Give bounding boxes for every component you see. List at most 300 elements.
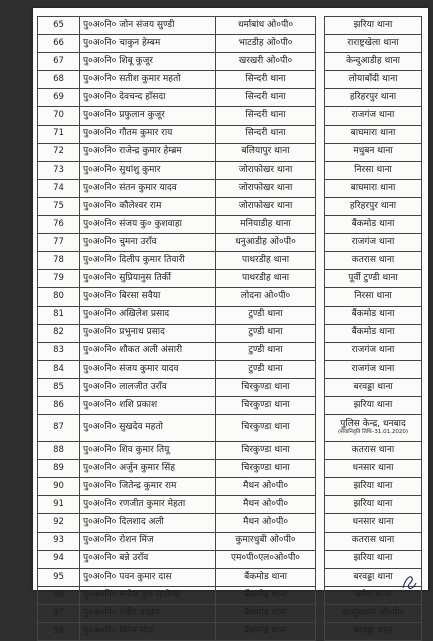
officer-name-cell — [80, 396, 216, 414]
column-gap — [316, 378, 325, 396]
current-posting-cell-text: मैथन ओ०पी० — [243, 517, 288, 528]
table-row — [38, 216, 422, 234]
serial-number-cell — [38, 35, 80, 53]
serial-number-cell-text: 80 — [53, 291, 64, 302]
column-gap — [316, 270, 325, 288]
serial-number-cell-text: 70 — [53, 110, 64, 121]
column-gap — [316, 216, 325, 234]
column-gap — [316, 568, 325, 586]
serial-number-cell — [38, 442, 80, 460]
current-posting-cell — [216, 143, 316, 161]
officer-name-cell-text: पु०अ०नि० अखिलेश प्रसाद — [83, 309, 170, 320]
officer-name-cell-text: पु०अ०नि० अर्जुन कुमार सिंह — [83, 462, 175, 473]
new-posting-cell — [325, 143, 422, 161]
serial-number-cell-text: 69 — [53, 92, 64, 103]
new-posting-cell-text: कतरास थाना — [351, 444, 395, 455]
new-posting-cell-text: लोयाबाँदी थाना — [348, 74, 398, 85]
table-row — [38, 53, 422, 71]
current-posting-cell — [216, 586, 316, 604]
serial-number-cell-text: 91 — [53, 499, 64, 510]
officer-name-cell — [80, 623, 216, 641]
table-row — [38, 252, 422, 270]
new-posting-cell — [325, 478, 422, 496]
transfer-table-body — [38, 17, 422, 641]
table-row — [38, 532, 422, 550]
new-posting-cell-text: कतरास थाना — [351, 535, 395, 546]
officer-name-cell — [80, 478, 216, 496]
officer-name-cell-text: पु०अ०नि० रंजीत वच्छप — [83, 607, 160, 618]
current-posting-cell — [216, 342, 316, 360]
current-posting-cell — [216, 179, 316, 197]
current-posting-cell-text: चिरकुण्डा थाना — [241, 422, 290, 433]
new-posting-cell — [325, 306, 422, 324]
serial-number-cell — [38, 550, 80, 568]
current-posting-cell — [216, 107, 316, 125]
new-posting-cell — [325, 324, 422, 342]
column-gap — [316, 197, 325, 215]
table-row — [38, 604, 422, 622]
officer-name-cell-text: पु०अ०नि० सुधांशु कुमार — [83, 164, 161, 175]
serial-number-cell-text: 74 — [53, 182, 64, 193]
officer-name-cell — [80, 89, 216, 107]
current-posting-cell — [216, 496, 316, 514]
officer-name-cell-text: पु०अ०नि० शशि प्रकाश — [83, 399, 158, 410]
officer-name-cell-text: पु०अ०नि० दिलशाद अली — [83, 517, 164, 528]
officer-name-cell-text: पु०अ०नि० दिलीप कुमार तिवारी — [83, 255, 185, 266]
new-posting-cell-text: केन्दुआडीह थाना — [346, 55, 400, 66]
officer-name-cell-text: पु०अ०नि० शिबू कुजूर — [83, 55, 153, 66]
serial-number-cell-text: 98 — [53, 625, 64, 636]
serial-number-cell — [38, 324, 80, 342]
new-posting-cell-text: बरवड्डा थाना — [353, 625, 393, 636]
new-posting-cell-text: कतरास थाना — [351, 255, 395, 266]
current-posting-cell — [216, 125, 316, 143]
table-row — [38, 342, 422, 360]
new-posting-cell — [325, 460, 422, 478]
column-gap — [316, 496, 325, 514]
table-row — [38, 550, 422, 568]
column-gap — [316, 71, 325, 89]
column-gap — [316, 514, 325, 532]
serial-number-cell-text: 78 — [53, 255, 64, 266]
new-posting-cell — [325, 514, 422, 532]
new-posting-cell-text: राजगंज थाना — [351, 363, 395, 374]
serial-number-cell-text: 66 — [53, 37, 64, 48]
serial-number-cell — [38, 478, 80, 496]
new-posting-cell — [325, 396, 422, 414]
column-gap — [316, 234, 325, 252]
serial-number-cell — [38, 17, 80, 35]
officer-name-cell-text: पु०अ०नि० लालजीत उराँव — [83, 381, 167, 392]
column-gap — [316, 604, 325, 622]
current-posting-cell — [216, 478, 316, 496]
column-gap — [316, 35, 325, 53]
table-row — [38, 324, 422, 342]
officer-name-cell — [80, 197, 216, 215]
table-row — [38, 125, 422, 143]
current-posting-cell — [216, 360, 316, 378]
officer-name-cell — [80, 179, 216, 197]
new-posting-cell — [325, 604, 422, 622]
column-gap — [316, 107, 325, 125]
serial-number-cell-text: 76 — [53, 218, 64, 229]
column-gap — [316, 478, 325, 496]
current-posting-cell-text: लोदना ओ०पी० — [240, 291, 291, 302]
officer-name-cell — [80, 532, 216, 550]
table-row — [38, 496, 422, 514]
officer-name-cell — [80, 270, 216, 288]
table-row — [38, 568, 422, 586]
serial-number-cell — [38, 252, 80, 270]
current-posting-cell-text: टुण्डी थाना — [248, 327, 283, 338]
new-posting-cell-text: निरसा थाना — [354, 164, 392, 175]
officer-name-cell-text: पु०अ०नि० गौतम कुमार राय — [83, 128, 173, 139]
serial-number-cell — [38, 415, 80, 442]
table-row — [38, 143, 422, 161]
current-posting-cell-text: जोराफोखर थाना — [238, 200, 293, 211]
table-row — [38, 460, 422, 478]
table-row — [38, 442, 422, 460]
officer-name-cell-text: पु०अ०नि० प्रफुलान कुजूर — [83, 110, 165, 121]
officer-name-cell-text: पु०अ०नि० बन्ने उराँव — [83, 553, 149, 564]
serial-number-cell — [38, 460, 80, 478]
officer-name-cell — [80, 496, 216, 514]
serial-number-cell — [38, 71, 80, 89]
officer-name-cell — [80, 234, 216, 252]
new-posting-cell-text: मधुबन थाना — [353, 146, 393, 157]
new-posting-cell-text: बाघमारा थाना — [350, 182, 396, 193]
serial-number-cell — [38, 161, 80, 179]
new-posting-cell-text: हरिहरपुर थाना — [349, 200, 397, 211]
column-gap — [316, 306, 325, 324]
serial-number-cell — [38, 143, 80, 161]
serial-number-cell-text: 81 — [53, 309, 64, 320]
new-posting-cell — [325, 216, 422, 234]
serial-number-cell — [38, 53, 80, 71]
table-row — [38, 35, 422, 53]
current-posting-cell-text: कुमारधुबी ओ०पी० — [235, 535, 296, 546]
column-gap — [316, 53, 325, 71]
serial-number-cell — [38, 496, 80, 514]
new-posting-cell-text: हरिहरपुर थाना — [349, 92, 397, 103]
current-posting-cell — [216, 288, 316, 306]
column-gap — [316, 532, 325, 550]
serial-number-cell-text: 94 — [53, 553, 64, 564]
current-posting-cell-text: सिन्दरी थाना — [245, 128, 286, 139]
current-posting-cell — [216, 396, 316, 414]
serial-number-cell-text: 97 — [53, 607, 64, 618]
new-posting-cell-text: धनसार थाना — [352, 462, 394, 473]
officer-name-cell-text: पु०अ०नि० जितेन्द्र कुमार राम — [83, 481, 177, 492]
officer-name-cell-text: पु०अ०नि० सुप्रियानुस तिर्की — [83, 273, 171, 284]
serial-number-cell — [38, 89, 80, 107]
current-posting-cell-text: चिरकुण्डा थाना — [241, 381, 290, 392]
officer-name-cell — [80, 143, 216, 161]
current-posting-cell-text: चिरकुण्डा थाना — [241, 444, 290, 455]
table-row — [38, 89, 422, 107]
officer-name-cell — [80, 35, 216, 53]
new-posting-cell — [325, 161, 422, 179]
current-posting-cell — [216, 35, 316, 53]
officer-name-cell — [80, 378, 216, 396]
serial-number-cell-text: 72 — [53, 146, 64, 157]
new-posting-cell — [325, 496, 422, 514]
current-posting-cell-text: सिन्दरी थाना — [245, 92, 286, 103]
current-posting-cell-text: बैंकमोड थाना — [244, 571, 287, 582]
officer-name-cell — [80, 514, 216, 532]
new-posting-cell — [325, 234, 422, 252]
new-posting-cell-text: झरिया थाना — [353, 553, 393, 564]
current-posting-cell-text: धनुआडीह ओ०पी० — [235, 236, 296, 247]
new-posting-cell — [325, 342, 422, 360]
officer-name-cell — [80, 306, 216, 324]
table-row — [38, 197, 422, 215]
transfer-table — [37, 16, 422, 641]
officer-name-cell-text: पु०अ०नि० जोन संजय सुण्डी — [83, 19, 175, 30]
officer-name-cell — [80, 53, 216, 71]
column-gap — [316, 623, 325, 641]
new-posting-cell — [325, 35, 422, 53]
serial-number-cell-text: 88 — [53, 444, 64, 455]
serial-number-cell — [38, 514, 80, 532]
current-posting-cell-text: टुण्डी थाना — [248, 345, 283, 356]
current-posting-cell-text: बैंकमोड थाना — [244, 625, 287, 636]
serial-number-cell-text: 82 — [53, 327, 64, 338]
officer-name-cell — [80, 125, 216, 143]
officer-name-cell-text: पु०अ०नि० शिव कुमार तियू — [83, 444, 170, 455]
serial-number-cell — [38, 360, 80, 378]
officer-name-cell-text: पु०अ०नि० संतन कुमार यादव — [83, 182, 177, 193]
serial-number-cell-text: 93 — [53, 535, 64, 546]
current-posting-cell-text: एम०पी०एल०ओ०पी० — [231, 553, 300, 564]
new-posting-cell — [325, 415, 422, 442]
officer-name-cell-text: पु०अ०नि० शौकत अली अंसारी — [83, 345, 183, 356]
current-posting-cell-text: चिरकुण्डा थाना — [241, 399, 290, 410]
new-posting-cell — [325, 107, 422, 125]
current-posting-cell — [216, 623, 316, 641]
column-gap — [316, 460, 325, 478]
officer-name-cell-text: पु०अ०नि० पवन कुमार दास — [83, 571, 172, 582]
new-posting-cell-text: बैंकमोड थाना — [351, 218, 395, 229]
new-posting-cell-text: बाघमारा थाना — [350, 128, 396, 139]
table-row — [38, 161, 422, 179]
new-posting-cell-text: राराष्ट्रखेला थाना — [347, 37, 399, 48]
current-posting-cell-text: मनियाडीह थाना — [240, 218, 291, 229]
current-posting-cell-text: बलियापुर थाना — [241, 146, 290, 157]
serial-number-cell-text: 87 — [53, 422, 64, 433]
table-row — [38, 415, 422, 442]
new-posting-cell-text: निरसा थाना — [354, 291, 392, 302]
table-row — [38, 234, 422, 252]
officer-name-cell — [80, 216, 216, 234]
column-gap — [316, 161, 325, 179]
officer-name-cell-text: पु०अ०नि० संजय कु० कुशवाहा — [83, 218, 182, 229]
serial-number-cell — [38, 342, 80, 360]
serial-number-cell — [38, 107, 80, 125]
column-gap — [316, 550, 325, 568]
table-row — [38, 378, 422, 396]
serial-number-cell-text: 65 — [53, 19, 64, 30]
current-posting-cell — [216, 324, 316, 342]
current-posting-cell-text: मैथन ओ०पी० — [243, 481, 288, 492]
column-gap — [316, 288, 325, 306]
new-posting-cell — [325, 125, 422, 143]
new-posting-cell — [325, 623, 422, 641]
current-posting-cell-text: बैंकमोड थाना — [244, 589, 287, 600]
serial-number-cell — [38, 306, 80, 324]
table-row — [38, 107, 422, 125]
table-row — [38, 396, 422, 414]
officer-name-cell-text: पु०अ०नि० प्रभुनाथ प्रसाद — [83, 327, 165, 338]
serial-number-cell-text: 77 — [53, 236, 64, 247]
new-posting-cell — [325, 71, 422, 89]
current-posting-cell — [216, 161, 316, 179]
officer-name-cell-text: पु०अ०नि० सतीश कुमार महतो — [83, 74, 181, 85]
new-posting-cell-text: झरिया थाना — [353, 481, 393, 492]
serial-number-cell-text: 96 — [53, 589, 64, 600]
current-posting-cell-text: भाटडीह ओ०पी० — [238, 37, 293, 48]
table-row — [38, 514, 422, 532]
table-row — [38, 586, 422, 604]
current-posting-cell — [216, 89, 316, 107]
table-row — [38, 360, 422, 378]
current-posting-cell — [216, 550, 316, 568]
column-gap — [316, 360, 325, 378]
serial-number-cell — [38, 532, 80, 550]
new-posting-cell-text: बरवड्डा थाना — [353, 381, 393, 392]
current-posting-cell — [216, 17, 316, 35]
officer-name-cell — [80, 460, 216, 478]
serial-number-cell-text: 79 — [53, 273, 64, 284]
officer-name-cell-text: पु०अ०नि० सुखदेव महतो — [83, 422, 163, 433]
current-posting-cell — [216, 514, 316, 532]
officer-name-cell-text: पु०अ०नि० रोशन मिंज — [83, 535, 154, 546]
current-posting-cell — [216, 415, 316, 442]
new-posting-cell-text: कालूबथान ओ०पी० — [341, 607, 405, 618]
serial-number-cell-text: 92 — [53, 517, 64, 528]
new-posting-cell — [325, 252, 422, 270]
current-posting-cell-text: धर्माबांध ओ०पी० — [237, 19, 294, 30]
new-posting-cell-text: बैंकमोड थाना — [351, 327, 395, 338]
current-posting-cell — [216, 197, 316, 215]
serial-number-cell-text: 67 — [53, 55, 64, 66]
serial-number-cell — [38, 234, 80, 252]
new-posting-cell — [325, 197, 422, 215]
new-posting-cell — [325, 270, 422, 288]
serial-number-cell — [38, 216, 80, 234]
new-posting-cell — [325, 17, 422, 35]
new-posting-cell-text: झरिया थाना — [353, 19, 393, 30]
new-posting-cell — [325, 378, 422, 396]
officer-name-cell-text: पु०अ०नि० देवचन्द हाँसदा — [83, 92, 166, 103]
serial-number-cell-text: 86 — [53, 399, 64, 410]
serial-number-cell — [38, 568, 80, 586]
serial-number-cell-text: 68 — [53, 74, 64, 85]
current-posting-cell — [216, 568, 316, 586]
serial-number-cell — [38, 179, 80, 197]
column-gap — [316, 252, 325, 270]
current-posting-cell — [216, 442, 316, 460]
column-gap — [316, 342, 325, 360]
column-gap — [316, 586, 325, 604]
new-posting-cell — [325, 179, 422, 197]
current-posting-cell-text: सिन्दरी थाना — [245, 110, 286, 121]
serial-number-cell-text: 71 — [53, 128, 64, 139]
current-posting-cell-text: पाथरडीह थाना — [241, 255, 290, 266]
current-posting-cell — [216, 270, 316, 288]
officer-name-cell — [80, 415, 216, 442]
serial-number-cell — [38, 125, 80, 143]
new-posting-cell-text: झरिया थाना — [353, 499, 393, 510]
current-posting-cell — [216, 252, 316, 270]
current-posting-cell — [216, 532, 316, 550]
column-gap — [316, 324, 325, 342]
new-posting-cell — [325, 532, 422, 550]
officer-name-cell — [80, 568, 216, 586]
column-gap — [316, 415, 325, 442]
current-posting-cell-text: जोराफोखर थाना — [238, 182, 293, 193]
table-row — [38, 270, 422, 288]
current-posting-cell — [216, 460, 316, 478]
serial-number-cell — [38, 288, 80, 306]
officer-name-cell — [80, 586, 216, 604]
signature-mark — [400, 568, 418, 590]
new-posting-cell — [325, 442, 422, 460]
officer-name-cell — [80, 324, 216, 342]
current-posting-cell — [216, 306, 316, 324]
officer-name-cell — [80, 252, 216, 270]
new-posting-cell-text: पुलिस केन्द्र, धनबाद — [340, 418, 406, 429]
officer-name-cell-text: पु०अ०नि० रणजीत कुमार मेहता — [83, 499, 186, 510]
new-posting-cell — [325, 550, 422, 568]
table-row — [38, 478, 422, 496]
current-posting-cell-text: सिन्दरी थाना — [245, 74, 286, 85]
serial-number-cell-text: 84 — [53, 363, 64, 374]
new-posting-cell-text: धनसार थाना — [352, 517, 394, 528]
table-row — [38, 179, 422, 197]
officer-name-cell-text: पु०अ०नि० बिरसा सवैया — [83, 291, 161, 302]
serial-number-cell — [38, 270, 80, 288]
current-posting-cell-text: चिरकुण्डा थाना — [241, 462, 290, 473]
current-posting-cell-text: खरखरी ओ०पी० — [238, 55, 293, 66]
officer-name-cell-text: पु०अ०नि० संजय कुमार यादव — [83, 363, 179, 374]
officer-name-cell — [80, 17, 216, 35]
column-gap — [316, 17, 325, 35]
document-page — [33, 8, 428, 636]
serial-number-cell — [38, 586, 80, 604]
officer-name-cell-text: पु०अ०नि० राजेन्द्र कुमार हेम्ब्रम — [83, 146, 182, 157]
current-posting-cell-text: टुण्डी थाना — [248, 363, 283, 374]
current-posting-cell — [216, 216, 316, 234]
table-row — [38, 288, 422, 306]
new-posting-cell — [325, 360, 422, 378]
current-posting-cell — [216, 71, 316, 89]
current-posting-cell-text: पाथरडीह थाना — [241, 273, 290, 284]
table-row — [38, 623, 422, 641]
officer-name-cell — [80, 550, 216, 568]
officer-name-cell-text: पु०अ०नि० चाकुन हेम्बम — [83, 37, 161, 48]
current-posting-cell — [216, 604, 316, 622]
officer-name-cell-text: पु०अ०नि० चुमना उराँव — [83, 236, 157, 247]
officer-name-cell — [80, 604, 216, 622]
current-posting-cell — [216, 378, 316, 396]
serial-number-cell-text: 95 — [53, 571, 64, 582]
serial-number-cell-text: 85 — [53, 381, 64, 392]
serial-number-cell — [38, 623, 80, 641]
officer-name-cell — [80, 342, 216, 360]
table-row — [38, 71, 422, 89]
new-posting-cell — [325, 89, 422, 107]
